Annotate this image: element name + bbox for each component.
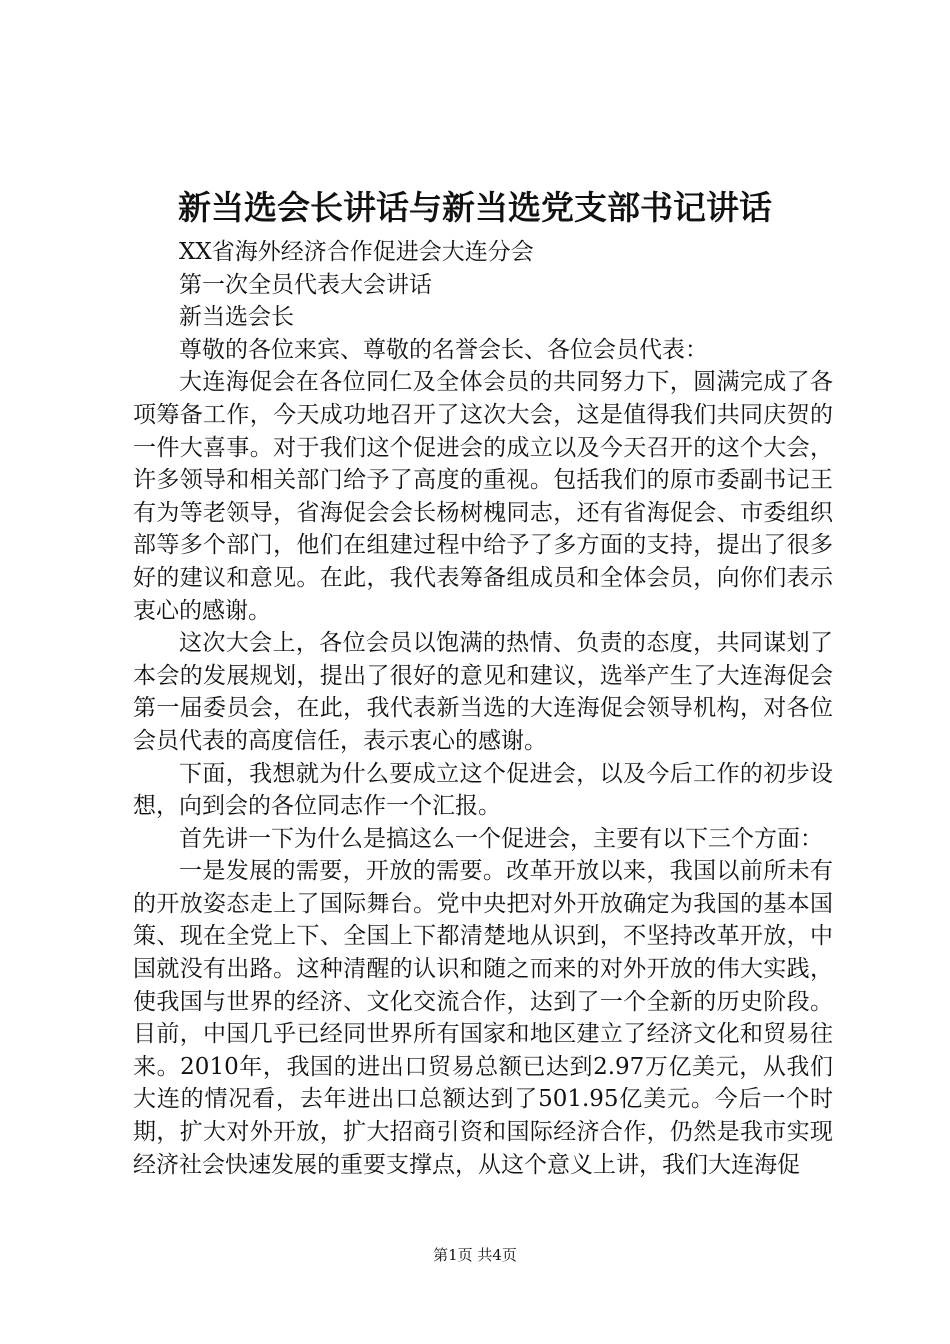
speaker-line: 新当选会长	[179, 304, 294, 331]
document-title: 新当选会长讲话与新当选党支部书记讲话	[178, 188, 772, 227]
salutation-line: 尊敬的各位来宾、尊敬的名誉会长、各位会员代表：	[179, 336, 708, 363]
paragraph: 这次大会上，各位会员以饱满的热情、负责的态度，共同谋划了本会的发展规划，提出了很好的意见和建议，选举产生了大连海促会第一届委员会，在此，我代表新当选的大连海促会领导机构，对各位会员代表的高度信任，表示衷心的感谢。	[133, 630, 833, 754]
meeting-name-line: 第一次全员代表大会讲话	[179, 271, 432, 298]
paragraph: 大连海促会在各位同仁及全体会员的共同努力下，圆满完成了各项筹备工作，今天成功地召开了这次大会，这是值得我们共同庆贺的一件大喜事。对于我们这个促进会的成立以及今天召开的这个大会，许多领导和相关部门给予了高度的重视。包括我们的原市委副书记王有为等老领导，省海促会会长杨树槐同志，还有省海促会、市委组织部等多个部门，他们在组建过程中给予了多方面的支持，提出了很多好的建议和意见。在此，我代表筹备组成员和全体会员，向你们表示衷心的感谢。	[133, 369, 833, 624]
document-body	[133, 236, 833, 1181]
org-name-line: XX省海外经济合作促进会大连分会	[179, 239, 534, 265]
paragraph: 下面，我想就为什么要成立这个促进会，以及今后工作的初步设想，向到会的各位同志作一个汇报。	[133, 760, 833, 820]
paragraph: 首先讲一下为什么是搞这么一个促进会，主要有以下三个方面：	[179, 825, 823, 852]
page-number-footer: 第1页 共4页	[433, 1246, 517, 1264]
paragraph: 一是发展的需要，开放的需要。改革开放以来，我国以前所未有的开放姿态走上了国际舞台。党中央把对外开放确定为我国的基本国策、现在全党上下、全国上下都清楚地从识到，不坚持改革开放，中国就没有出路。这种清醒的认识和随之而来的对外开放的伟大实践，使我国与世界的经济、文化交流合作，达到了一个全新的历史阶段。目前，中国几乎已经同世界所有国家和地区建立了经济文化和贸易往来。2010年，我国的进出口贸易总额已达到2.97万亿美元，从我们大连的情况看，去年进出口总额达到了501.95亿美元。今后一个时期，扩大对外开放，扩大招商引资和国际经济合作，仍然是我市实现经济社会快速发展的重要支撑点，从这个意义上讲，我们大连海促	[133, 858, 833, 1178]
